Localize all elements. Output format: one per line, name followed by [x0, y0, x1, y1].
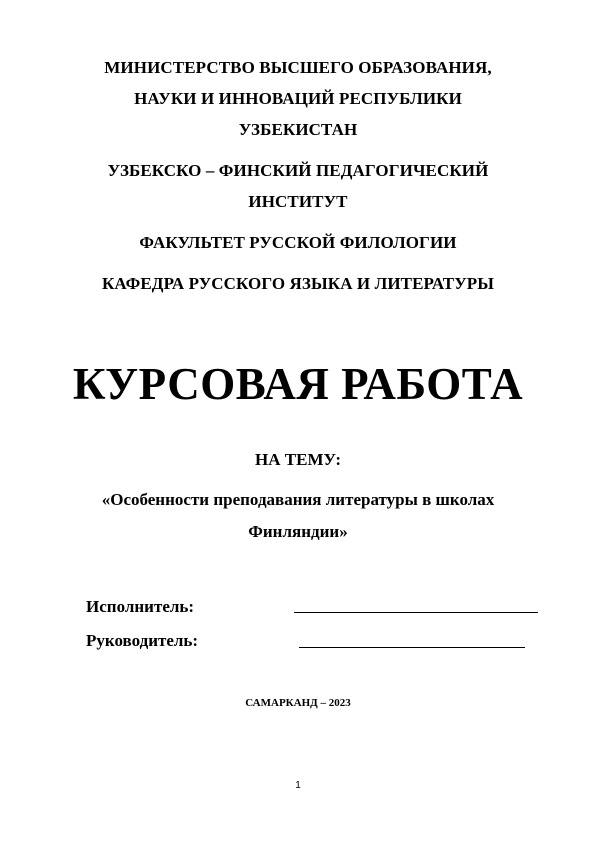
city-year: САМАРКАНД – 2023	[245, 697, 351, 709]
ministry-line-2: НАУКИ И ИННОВАЦИЙ РЕСПУБЛИКИ	[134, 89, 462, 108]
faculty-name: ФАКУЛЬТЕТ РУССКОЙ ФИЛОЛОГИИ	[139, 233, 457, 252]
topic-text-line-1: «Особенности преподавания литературы в школах	[101, 490, 495, 509]
department-name: КАФЕДРА РУССКОГО ЯЗЫКА И ЛИТЕРАТУРЫ	[101, 274, 495, 293]
executor-signature-line[interactable]	[294, 612, 538, 613]
institute-line-1: УЗБЕКСКО – ФИНСКИЙ ПЕДАГОГИЧЕСКИЙ	[107, 161, 489, 180]
ministry-line-1: МИНИСТЕРСТВО ВЫСШЕГО ОБРАЗОВАНИЯ,	[104, 58, 492, 77]
page-number: 1	[295, 780, 301, 791]
supervisor-label: Руководитель:	[86, 631, 199, 650]
topic-label: НА ТЕМУ:	[255, 450, 341, 469]
topic-text-line-2: Финляндии»	[248, 522, 348, 541]
ministry-line-3: УЗБЕКИСТАН	[238, 120, 358, 139]
executor-label: Исполнитель:	[86, 597, 195, 616]
institute-line-2: ИНСТИТУТ	[248, 192, 348, 211]
supervisor-signature-line[interactable]	[299, 647, 525, 648]
document-type-title: КУРСОВАЯ РАБОТА	[72, 359, 524, 409]
